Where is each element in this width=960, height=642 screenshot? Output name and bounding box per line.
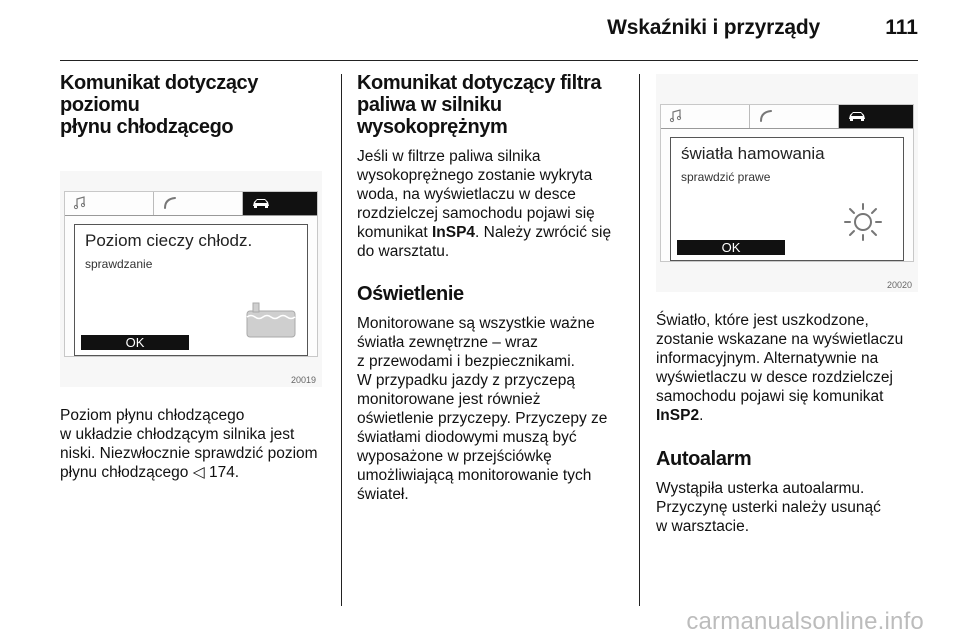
text-line bbox=[656, 406, 920, 425]
music-note-icon bbox=[73, 196, 87, 210]
figure-code: 20019 bbox=[290, 375, 316, 385]
display-tab-bar bbox=[661, 105, 913, 129]
display-tab-audio bbox=[661, 105, 750, 128]
heading-line: płynu chłodzącego bbox=[60, 116, 234, 138]
message-box bbox=[74, 224, 308, 356]
message-title: światła hamowania bbox=[681, 144, 825, 163]
lighting-body-text bbox=[357, 314, 629, 504]
message-subtitle: sprawdzanie bbox=[85, 257, 153, 271]
text-line: niski. Niezwłocznie sprawdzić poziom bbox=[60, 445, 318, 462]
text-line: umożliwiającą monitorowanie tych bbox=[357, 467, 592, 484]
text-line: oświetlenie przyczepy. Przyczepy ze bbox=[357, 410, 608, 427]
display-tab-phone bbox=[154, 192, 243, 215]
text-line: zostanie wskazane na wyświetlaczu bbox=[656, 331, 904, 348]
bulb-icon bbox=[841, 202, 885, 242]
coolant-body-text bbox=[60, 406, 328, 482]
heading-line: paliwa w silniku bbox=[357, 94, 502, 116]
page-reference-arrow-icon: ◁ bbox=[192, 464, 205, 481]
column-3 bbox=[656, 72, 920, 536]
text-line: do warsztatu. bbox=[357, 243, 450, 260]
info-display bbox=[660, 104, 914, 262]
section-heading-fuel-filter bbox=[357, 72, 629, 138]
alarm-body-text bbox=[656, 479, 920, 536]
message-box bbox=[670, 137, 904, 261]
page-reference: 174. bbox=[204, 464, 240, 481]
display-tab-vehicle bbox=[839, 105, 913, 128]
text-line: monitorowane jest również bbox=[357, 391, 541, 408]
column-1 bbox=[60, 72, 328, 482]
text-line bbox=[60, 463, 328, 482]
message-title: Poziom cieczy chłodz. bbox=[85, 231, 253, 250]
section-heading-coolant bbox=[60, 72, 328, 138]
coolant-tank-icon bbox=[245, 301, 297, 339]
display-message-code: InSP4 bbox=[431, 224, 476, 241]
column-divider bbox=[639, 74, 640, 606]
text-line: Monitorowane są wszystkie ważne bbox=[357, 315, 595, 332]
figure-code: 20020 bbox=[886, 280, 912, 290]
header-rule bbox=[60, 60, 918, 61]
text-fragment: komunikat bbox=[357, 224, 432, 241]
text-line: Wystąpiła usterka autoalarmu. bbox=[656, 480, 865, 497]
message-subtitle: sprawdzić prawe bbox=[681, 170, 771, 184]
display-tab-bar bbox=[65, 192, 317, 216]
music-note-icon bbox=[669, 109, 683, 123]
text-line: w warsztacie. bbox=[656, 518, 750, 535]
phone-icon bbox=[162, 196, 178, 210]
text-fragment: . Należy zwrócić się bbox=[475, 224, 612, 241]
text-line: z przewodami i bezpiecznikami. bbox=[357, 353, 575, 370]
text-line: Światło, które jest uszkodzone, bbox=[656, 312, 869, 329]
watermark: carmanualsonline.info bbox=[686, 608, 924, 635]
heading-line: Komunikat dotyczący filtra bbox=[357, 72, 602, 94]
text-line: Przyczynę usterki należy usunąć bbox=[656, 499, 881, 516]
display-tab-vehicle bbox=[243, 192, 317, 215]
text-line: wyświetlaczu w desce rozdzielczej bbox=[656, 369, 893, 386]
text-line: informacyjnym. Alternatywnie na bbox=[656, 350, 879, 367]
section-heading-lighting: Oświetlenie bbox=[357, 283, 464, 305]
text-fragment: . bbox=[699, 407, 704, 424]
column-divider bbox=[341, 74, 342, 606]
text-fragment: płynu chłodzącego bbox=[60, 464, 193, 481]
text-line: światła zewnętrzne – wraz bbox=[357, 334, 538, 351]
text-line: wysokoprężnego zostanie wykryta bbox=[357, 167, 593, 184]
heading-line: Komunikat dotyczący poziomu bbox=[60, 72, 259, 116]
text-line: W przypadku jazdy z przyczepą bbox=[357, 372, 575, 389]
ok-button: OK bbox=[81, 335, 189, 350]
heading-line: wysokoprężnym bbox=[357, 116, 508, 138]
text-line: rozdzielczej samochodu pojawi się bbox=[357, 205, 595, 222]
section-heading-alarm: Autoalarm bbox=[656, 448, 752, 470]
ok-button: OK bbox=[677, 240, 785, 255]
text-line: wyposażone w przejściówkę bbox=[357, 448, 552, 465]
text-line: światłami diodowymi muszą być bbox=[357, 429, 577, 446]
text-line: świateł. bbox=[357, 486, 409, 503]
text-line: w układzie chłodzącym silnika jest bbox=[60, 426, 295, 443]
brake-light-body-text bbox=[656, 311, 920, 425]
page-number: 111 bbox=[885, 16, 918, 39]
car-icon bbox=[251, 196, 271, 210]
coolant-display-figure bbox=[60, 171, 322, 387]
column-2 bbox=[357, 72, 629, 504]
text-line: Poziom płynu chłodzącego bbox=[60, 407, 245, 424]
brake-light-display-figure bbox=[656, 74, 918, 292]
text-line bbox=[357, 223, 629, 242]
text-line: Jeśli w filtrze paliwa silnika bbox=[357, 148, 541, 165]
display-tab-phone bbox=[750, 105, 839, 128]
fuel-filter-body-text bbox=[357, 147, 629, 261]
info-display bbox=[64, 191, 318, 357]
text-line: woda, na wyświetlaczu w desce bbox=[357, 186, 576, 203]
phone-icon bbox=[758, 109, 774, 123]
text-line: samochodu pojawi się komunikat bbox=[656, 388, 884, 405]
display-message-code: InSP2 bbox=[656, 407, 700, 424]
display-tab-audio bbox=[65, 192, 154, 215]
car-icon bbox=[847, 109, 867, 123]
page-header-title: Wskaźniki i przyrządy bbox=[607, 16, 820, 39]
